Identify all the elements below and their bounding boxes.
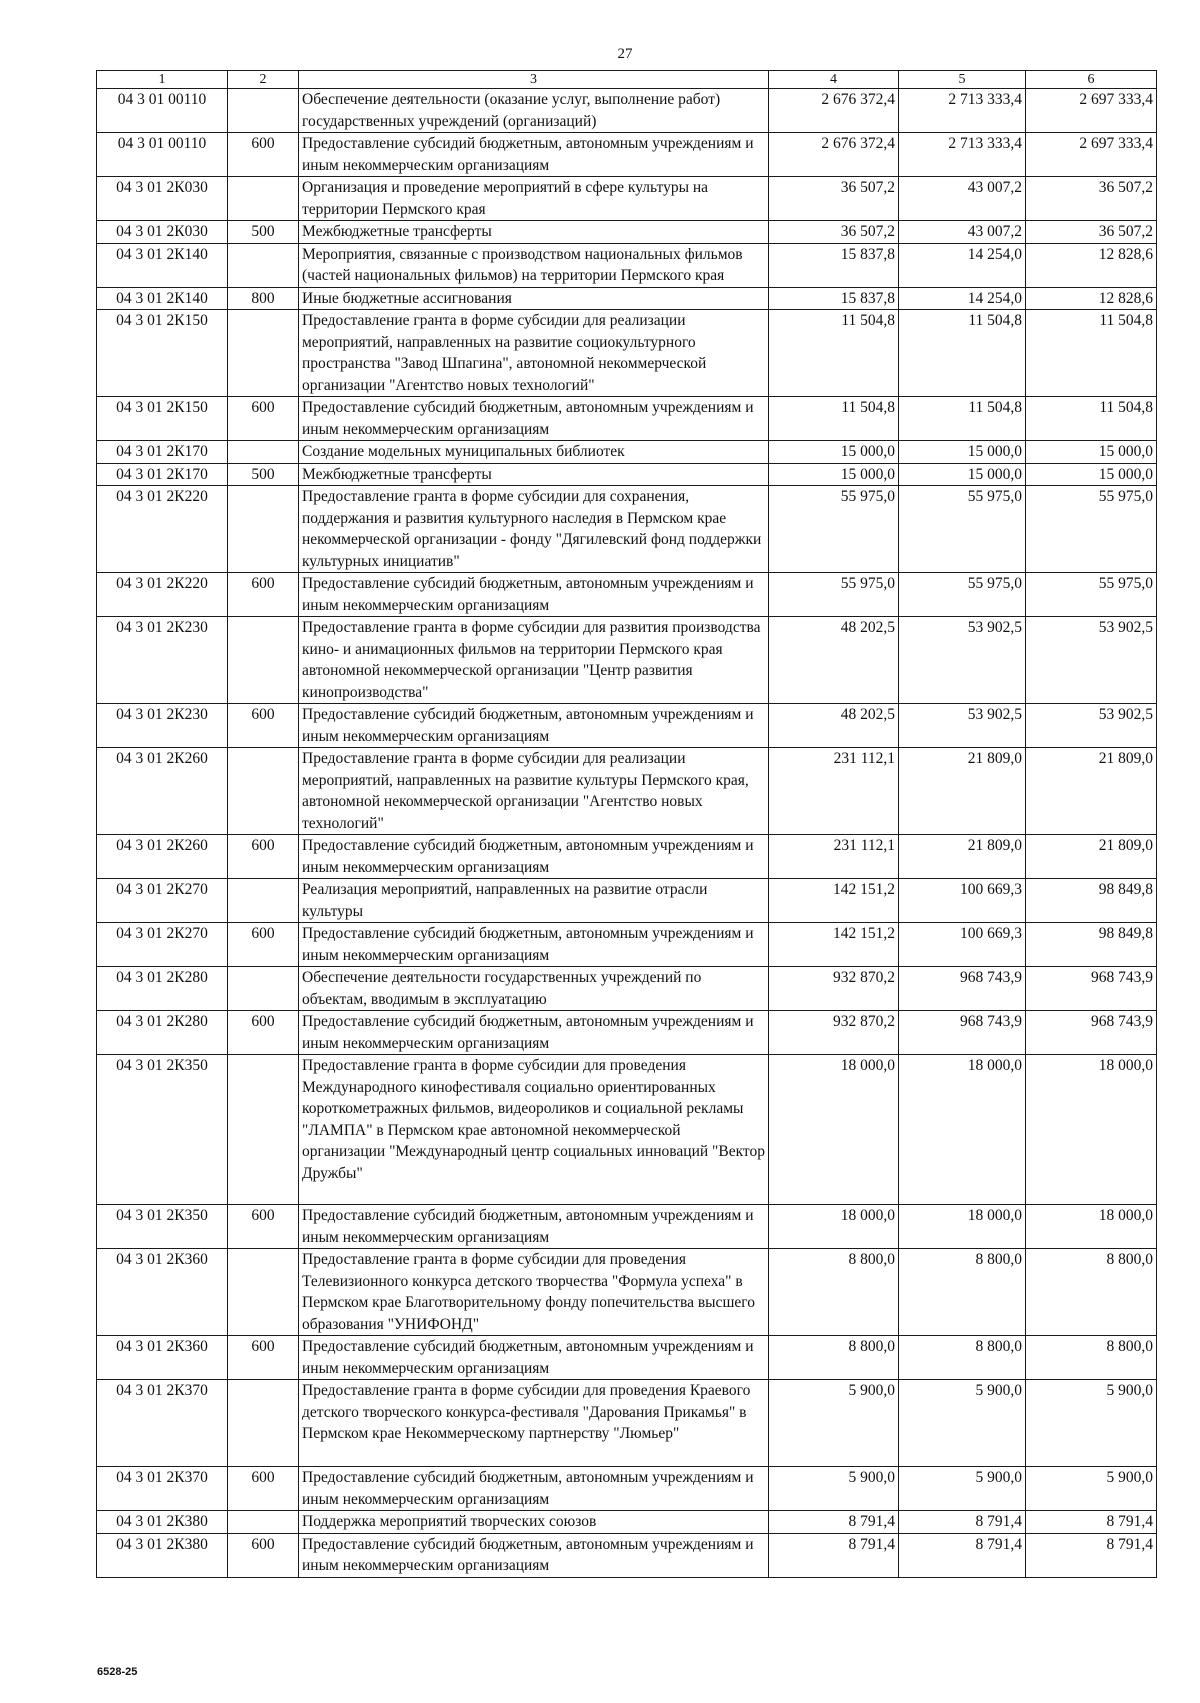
item-name-cell: Предоставление гранта в форме субсидии для проведения Краевого детского творческого конкурса-фестиваля "Дарования Прикамья" в Пермском крае Некоммерческому партнерству "Люмьер" bbox=[299, 1380, 769, 1467]
amount-col5-cell: 968 743,9 bbox=[899, 967, 1026, 1011]
amount-col5-cell: 55 975,0 bbox=[899, 573, 1026, 617]
budget-code-cell: 04 3 01 2К140 bbox=[97, 243, 228, 287]
item-name-cell: Предоставление субсидий бюджетным, автономным учреждениям и иным некоммерческим организациям bbox=[299, 1533, 769, 1577]
item-name-cell: Предоставление гранта в форме субсидии для развития производства кино- и анимационных фильмов на территории Пермского края автономной некоммерческой организации "Центр развития кинопроизводства" bbox=[299, 617, 769, 704]
item-name-cell: Предоставление субсидий бюджетным, автономным учреждениям и иным некоммерческим организациям bbox=[299, 1205, 769, 1249]
item-name-cell: Предоставление гранта в форме субсидии для реализации мероприятий, направленных на развитие культуры Пермского края, автономной некоммерческой организации "Агентство новых технологий" bbox=[299, 748, 769, 835]
amount-col4-cell: 48 202,5 bbox=[769, 617, 899, 704]
amount-col5-cell: 5 900,0 bbox=[899, 1467, 1026, 1511]
table-row bbox=[97, 967, 1157, 1011]
amount-col6-cell: 53 902,5 bbox=[1026, 704, 1157, 748]
amount-col6-cell: 12 828,6 bbox=[1026, 287, 1157, 310]
expense-type-cell: 600 bbox=[228, 1467, 299, 1511]
item-name-cell: Предоставление субсидий бюджетным, автономным учреждениям и иным некоммерческим организациям bbox=[299, 573, 769, 617]
item-name-cell: Предоставление гранта в форме субсидии для проведения Международного кинофестиваля социально ориентированных короткометражных фильмов, видеороликов и социальной рекламы "ЛАМПА" в Пермском крае автономной некоммерческой организации "Международный центр социальных инноваций "Вектор Дружбы" bbox=[299, 1055, 769, 1205]
amount-col4-cell: 36 507,2 bbox=[769, 221, 899, 244]
amount-col5-cell: 53 902,5 bbox=[899, 617, 1026, 704]
expense-type-cell: 800 bbox=[228, 287, 299, 310]
amount-col5-cell: 15 000,0 bbox=[899, 441, 1026, 464]
amount-col5-cell: 14 254,0 bbox=[899, 287, 1026, 310]
amount-col6-cell: 11 504,8 bbox=[1026, 310, 1157, 397]
amount-col5-cell: 43 007,2 bbox=[899, 221, 1026, 244]
amount-col6-cell: 15 000,0 bbox=[1026, 441, 1157, 464]
page-number: 27 bbox=[617, 46, 633, 62]
amount-col6-cell: 53 902,5 bbox=[1026, 617, 1157, 704]
table-row bbox=[97, 441, 1157, 464]
budget-code-cell: 04 3 01 2К370 bbox=[97, 1380, 228, 1467]
amount-col4-cell: 231 112,1 bbox=[769, 835, 899, 879]
budget-code-cell: 04 3 01 2К220 bbox=[97, 573, 228, 617]
amount-col4-cell: 36 507,2 bbox=[769, 177, 899, 221]
amount-col5-cell: 18 000,0 bbox=[899, 1205, 1026, 1249]
budget-code-cell: 04 3 01 2К230 bbox=[97, 617, 228, 704]
item-name-cell: Обеспечение деятельности (оказание услуг, выполнение работ) государственных учреждений (организаций) bbox=[299, 89, 769, 133]
expense-type-cell bbox=[228, 1511, 299, 1534]
item-name-cell: Мероприятия, связанные с производством национальных фильмов (частей национальных фильмов) на территории Пермского края bbox=[299, 243, 769, 287]
item-name-cell: Предоставление гранта в форме субсидии для реализации мероприятий, направленных на развитие социокультурного пространства "Завод Шпагина", автономной некоммерческой организации "Агентство новых технологий" bbox=[299, 310, 769, 397]
amount-col6-cell: 98 849,8 bbox=[1026, 879, 1157, 923]
amount-col4-cell: 18 000,0 bbox=[769, 1055, 899, 1205]
budget-code-cell: 04 3 01 2К170 bbox=[97, 441, 228, 464]
item-name-cell: Предоставление субсидий бюджетным, автономным учреждениям и иным некоммерческим организациям bbox=[299, 1336, 769, 1380]
amount-col4-cell: 932 870,2 bbox=[769, 1011, 899, 1055]
amount-col4-cell: 18 000,0 bbox=[769, 1205, 899, 1249]
table-row bbox=[97, 1380, 1157, 1467]
amount-col4-cell: 231 112,1 bbox=[769, 748, 899, 835]
table-row bbox=[97, 463, 1157, 486]
amount-col4-cell: 15 000,0 bbox=[769, 463, 899, 486]
budget-table bbox=[96, 70, 1157, 1578]
amount-col6-cell: 968 743,9 bbox=[1026, 967, 1157, 1011]
amount-col6-cell: 12 828,6 bbox=[1026, 243, 1157, 287]
budget-code-cell: 04 3 01 00110 bbox=[97, 89, 228, 133]
amount-col5-cell: 43 007,2 bbox=[899, 177, 1026, 221]
expense-type-cell: 600 bbox=[228, 573, 299, 617]
budget-code-cell: 04 3 01 2К270 bbox=[97, 879, 228, 923]
table-body bbox=[97, 89, 1157, 1578]
budget-code-cell: 04 3 01 2К280 bbox=[97, 1011, 228, 1055]
budget-code-cell: 04 3 01 2К030 bbox=[97, 221, 228, 244]
amount-col4-cell: 11 504,8 bbox=[769, 310, 899, 397]
amount-col5-cell: 8 791,4 bbox=[899, 1511, 1026, 1534]
table-row bbox=[97, 1511, 1157, 1534]
table-row bbox=[97, 617, 1157, 704]
table-row bbox=[97, 89, 1157, 133]
expense-type-cell: 600 bbox=[228, 704, 299, 748]
column-header: 4 bbox=[769, 71, 899, 89]
amount-col5-cell: 2 713 333,4 bbox=[899, 89, 1026, 133]
amount-col6-cell: 11 504,8 bbox=[1026, 397, 1157, 441]
amount-col5-cell: 15 000,0 bbox=[899, 463, 1026, 486]
amount-col4-cell: 15 000,0 bbox=[769, 441, 899, 464]
expense-type-cell: 600 bbox=[228, 133, 299, 177]
table-row bbox=[97, 748, 1157, 835]
amount-col5-cell: 53 902,5 bbox=[899, 704, 1026, 748]
budget-code-cell: 04 3 01 2К370 bbox=[97, 1467, 228, 1511]
budget-code-cell: 04 3 01 2К150 bbox=[97, 310, 228, 397]
budget-code-cell: 04 3 01 2К260 bbox=[97, 835, 228, 879]
expense-type-cell bbox=[228, 243, 299, 287]
expense-type-cell bbox=[228, 748, 299, 835]
header-row bbox=[97, 71, 1157, 89]
amount-col6-cell: 968 743,9 bbox=[1026, 1011, 1157, 1055]
budget-code-cell: 04 3 01 2К270 bbox=[97, 923, 228, 967]
amount-col4-cell: 932 870,2 bbox=[769, 967, 899, 1011]
amount-col6-cell: 55 975,0 bbox=[1026, 486, 1157, 573]
amount-col5-cell: 8 800,0 bbox=[899, 1336, 1026, 1380]
amount-col5-cell: 11 504,8 bbox=[899, 397, 1026, 441]
amount-col6-cell: 8 800,0 bbox=[1026, 1336, 1157, 1380]
expense-type-cell bbox=[228, 967, 299, 1011]
amount-col6-cell: 36 507,2 bbox=[1026, 221, 1157, 244]
expense-type-cell: 600 bbox=[228, 1011, 299, 1055]
item-name-cell: Поддержка мероприятий творческих союзов bbox=[299, 1511, 769, 1534]
amount-col5-cell: 968 743,9 bbox=[899, 1011, 1026, 1055]
item-name-cell: Организация и проведение мероприятий в сфере культуры на территории Пермского края bbox=[299, 177, 769, 221]
expense-type-cell bbox=[228, 177, 299, 221]
item-name-cell: Межбюджетные трансферты bbox=[299, 463, 769, 486]
amount-col6-cell: 55 975,0 bbox=[1026, 573, 1157, 617]
expense-type-cell: 500 bbox=[228, 221, 299, 244]
table-row bbox=[97, 397, 1157, 441]
amount-col6-cell: 8 791,4 bbox=[1026, 1511, 1157, 1534]
budget-code-cell: 04 3 01 2К360 bbox=[97, 1249, 228, 1336]
expense-type-cell: 600 bbox=[228, 835, 299, 879]
table-row bbox=[97, 1011, 1157, 1055]
table-row bbox=[97, 704, 1157, 748]
amount-col6-cell: 98 849,8 bbox=[1026, 923, 1157, 967]
table-row bbox=[97, 923, 1157, 967]
amount-col4-cell: 15 837,8 bbox=[769, 243, 899, 287]
amount-col6-cell: 8 791,4 bbox=[1026, 1533, 1157, 1577]
amount-col5-cell: 18 000,0 bbox=[899, 1055, 1026, 1205]
amount-col5-cell: 21 809,0 bbox=[899, 835, 1026, 879]
amount-col6-cell: 18 000,0 bbox=[1026, 1205, 1157, 1249]
amount-col4-cell: 55 975,0 bbox=[769, 486, 899, 573]
amount-col4-cell: 2 676 372,4 bbox=[769, 133, 899, 177]
budget-code-cell: 04 3 01 2К140 bbox=[97, 287, 228, 310]
item-name-cell: Создание модельных муниципальных библиотек bbox=[299, 441, 769, 464]
expense-type-cell bbox=[228, 486, 299, 573]
budget-code-cell: 04 3 01 2К230 bbox=[97, 704, 228, 748]
column-header: 1 bbox=[97, 71, 228, 89]
budget-code-cell: 04 3 01 2К260 bbox=[97, 748, 228, 835]
expense-type-cell: 600 bbox=[228, 397, 299, 441]
item-name-cell: Предоставление субсидий бюджетным, автономным учреждениям и иным некоммерческим организациям bbox=[299, 1011, 769, 1055]
table-row bbox=[97, 835, 1157, 879]
table-row bbox=[97, 1336, 1157, 1380]
amount-col4-cell: 15 837,8 bbox=[769, 287, 899, 310]
budget-code-cell: 04 3 01 2К280 bbox=[97, 967, 228, 1011]
amount-col5-cell: 8 791,4 bbox=[899, 1533, 1026, 1577]
item-name-cell: Обеспечение деятельности государственных учреждений по объектам, вводимым в эксплуатацию bbox=[299, 967, 769, 1011]
budget-code-cell: 04 3 01 2К170 bbox=[97, 463, 228, 486]
amount-col5-cell: 100 669,3 bbox=[899, 923, 1026, 967]
column-header: 5 bbox=[899, 71, 1026, 89]
amount-col4-cell: 48 202,5 bbox=[769, 704, 899, 748]
budget-code-cell: 04 3 01 2К350 bbox=[97, 1055, 228, 1205]
table-row bbox=[97, 287, 1157, 310]
amount-col4-cell: 8 800,0 bbox=[769, 1249, 899, 1336]
expense-type-cell bbox=[228, 879, 299, 923]
amount-col5-cell: 2 713 333,4 bbox=[899, 133, 1026, 177]
amount-col4-cell: 8 791,4 bbox=[769, 1533, 899, 1577]
amount-col5-cell: 5 900,0 bbox=[899, 1380, 1026, 1467]
amount-col4-cell: 8 791,4 bbox=[769, 1511, 899, 1534]
amount-col5-cell: 21 809,0 bbox=[899, 748, 1026, 835]
amount-col4-cell: 11 504,8 bbox=[769, 397, 899, 441]
amount-col6-cell: 5 900,0 bbox=[1026, 1380, 1157, 1467]
budget-code-cell: 04 3 01 2К030 bbox=[97, 177, 228, 221]
amount-col4-cell: 142 151,2 bbox=[769, 923, 899, 967]
amount-col6-cell: 5 900,0 bbox=[1026, 1467, 1157, 1511]
item-name-cell: Межбюджетные трансферты bbox=[299, 221, 769, 244]
amount-col5-cell: 14 254,0 bbox=[899, 243, 1026, 287]
amount-col5-cell: 8 800,0 bbox=[899, 1249, 1026, 1336]
expense-type-cell bbox=[228, 617, 299, 704]
document-code: 6528-25 bbox=[97, 1666, 138, 1678]
item-name-cell: Предоставление субсидий бюджетным, автономным учреждениям и иным некоммерческим организациям bbox=[299, 835, 769, 879]
table-row bbox=[97, 177, 1157, 221]
table-row bbox=[97, 573, 1157, 617]
expense-type-cell: 600 bbox=[228, 1533, 299, 1577]
table-row bbox=[97, 1055, 1157, 1205]
amount-col4-cell: 2 676 372,4 bbox=[769, 89, 899, 133]
expense-type-cell bbox=[228, 441, 299, 464]
expense-type-cell: 600 bbox=[228, 923, 299, 967]
table-row bbox=[97, 310, 1157, 397]
expense-type-cell: 500 bbox=[228, 463, 299, 486]
amount-col4-cell: 55 975,0 bbox=[769, 573, 899, 617]
column-header: 3 bbox=[299, 71, 769, 89]
amount-col6-cell: 2 697 333,4 bbox=[1026, 133, 1157, 177]
amount-col5-cell: 55 975,0 bbox=[899, 486, 1026, 573]
item-name-cell: Иные бюджетные ассигнования bbox=[299, 287, 769, 310]
amount-col6-cell: 21 809,0 bbox=[1026, 748, 1157, 835]
amount-col6-cell: 21 809,0 bbox=[1026, 835, 1157, 879]
expense-type-cell: 600 bbox=[228, 1205, 299, 1249]
expense-type-cell: 600 bbox=[228, 1336, 299, 1380]
amount-col4-cell: 8 800,0 bbox=[769, 1336, 899, 1380]
column-header: 2 bbox=[228, 71, 299, 89]
table-row bbox=[97, 1533, 1157, 1577]
amount-col5-cell: 11 504,8 bbox=[899, 310, 1026, 397]
item-name-cell: Предоставление субсидий бюджетным, автономным учреждениям и иным некоммерческим организациям bbox=[299, 397, 769, 441]
table-row bbox=[97, 486, 1157, 573]
expense-type-cell bbox=[228, 89, 299, 133]
item-name-cell: Предоставление гранта в форме субсидии для проведения Телевизионного конкурса детского творчества "Формула успеха" в Пермском крае Благотворительному фонду попечительства высшего образования "УНИФОНД" bbox=[299, 1249, 769, 1336]
item-name-cell: Реализация мероприятий, направленных на развитие отрасли культуры bbox=[299, 879, 769, 923]
table-row bbox=[97, 1467, 1157, 1511]
amount-col4-cell: 142 151,2 bbox=[769, 879, 899, 923]
item-name-cell: Предоставление субсидий бюджетным, автономным учреждениям и иным некоммерческим организациям bbox=[299, 704, 769, 748]
budget-code-cell: 04 3 01 2К360 bbox=[97, 1336, 228, 1380]
table-row bbox=[97, 1249, 1157, 1336]
table-row bbox=[97, 133, 1157, 177]
table-row bbox=[97, 1205, 1157, 1249]
budget-code-cell: 04 3 01 2К380 bbox=[97, 1533, 228, 1577]
column-header: 6 bbox=[1026, 71, 1157, 89]
budget-code-cell: 04 3 01 2К150 bbox=[97, 397, 228, 441]
expense-type-cell bbox=[228, 1380, 299, 1467]
budget-code-cell: 04 3 01 2К220 bbox=[97, 486, 228, 573]
budget-code-cell: 04 3 01 00110 bbox=[97, 133, 228, 177]
expense-type-cell bbox=[228, 310, 299, 397]
item-name-cell: Предоставление субсидий бюджетным, автономным учреждениям и иным некоммерческим организациям bbox=[299, 923, 769, 967]
budget-code-cell: 04 3 01 2К350 bbox=[97, 1205, 228, 1249]
amount-col4-cell: 5 900,0 bbox=[769, 1467, 899, 1511]
amount-col6-cell: 18 000,0 bbox=[1026, 1055, 1157, 1205]
table-row bbox=[97, 879, 1157, 923]
item-name-cell: Предоставление гранта в форме субсидии для сохранения, поддержания и развития культурного наследия в Пермском крае некоммерческой организации - фонду "Дягилевский фонд поддержки культурных инициатив" bbox=[299, 486, 769, 573]
amount-col5-cell: 100 669,3 bbox=[899, 879, 1026, 923]
amount-col6-cell: 15 000,0 bbox=[1026, 463, 1157, 486]
budget-code-cell: 04 3 01 2К380 bbox=[97, 1511, 228, 1534]
expense-type-cell bbox=[228, 1055, 299, 1205]
table-row bbox=[97, 221, 1157, 244]
amount-col6-cell: 36 507,2 bbox=[1026, 177, 1157, 221]
table-row bbox=[97, 243, 1157, 287]
item-name-cell: Предоставление субсидий бюджетным, автономным учреждениям и иным некоммерческим организациям bbox=[299, 1467, 769, 1511]
amount-col4-cell: 5 900,0 bbox=[769, 1380, 899, 1467]
amount-col6-cell: 8 800,0 bbox=[1026, 1249, 1157, 1336]
expense-type-cell bbox=[228, 1249, 299, 1336]
item-name-cell: Предоставление субсидий бюджетным, автономным учреждениям и иным некоммерческим организациям bbox=[299, 133, 769, 177]
amount-col6-cell: 2 697 333,4 bbox=[1026, 89, 1157, 133]
